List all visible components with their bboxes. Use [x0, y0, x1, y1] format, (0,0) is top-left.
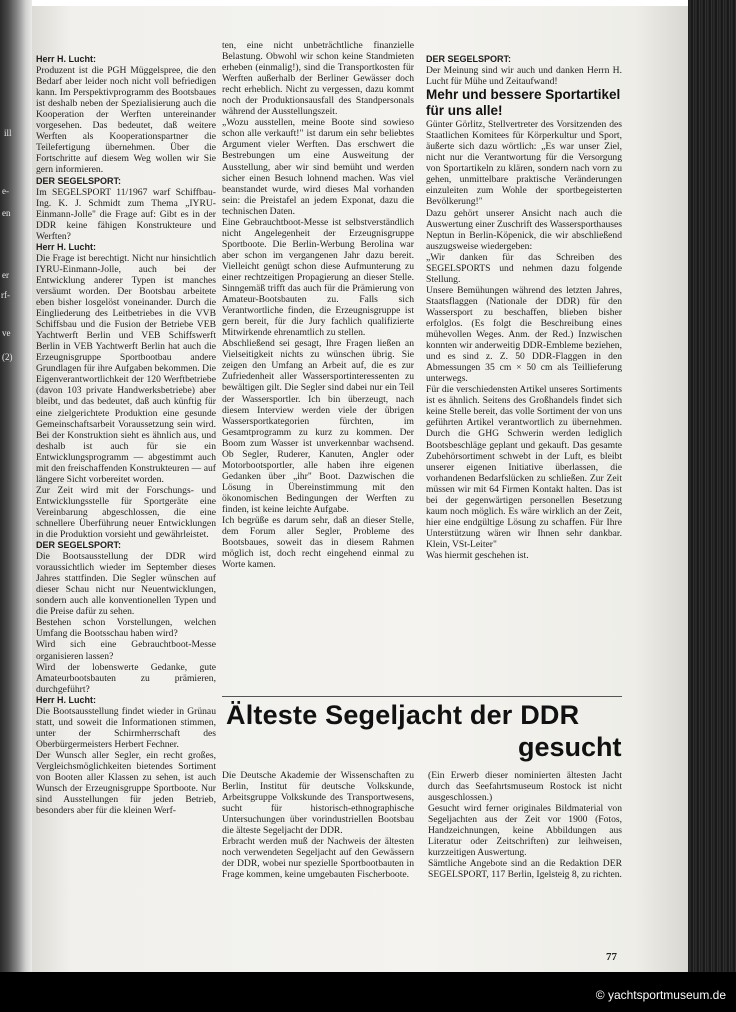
- speaker-label: DER SEGELSPORT:: [36, 175, 122, 186]
- speaker-label: Herr H. Lucht:: [36, 54, 97, 64]
- section-divider: [222, 696, 622, 697]
- yacht-search-column-1: [222, 770, 414, 880]
- paragraph: Was hiermit geschehen ist.: [426, 549, 529, 561]
- book-edge: [688, 0, 736, 972]
- paragraph: Dazu gehört unserer Ansicht nach auch die Auswertung einer Zuschrift des Wassersporthauses Neptun in Berlin-Köpenick, die wir abschließend auszugsweise wiedergeben:: [426, 207, 622, 252]
- paragraph: Wird sich eine Gebrauchtboot-Messe organisieren lassen?: [36, 639, 216, 662]
- paragraph: ten, eine nicht unbeträchtliche finanzielle Belastung. Obwohl wir schon keine Standmieten erheben (einmalig!), sind die Transportkosten für Werften außerhalb der Berliner Gewässer doch recht erheblich. Nicht zu vergessen, dazu kommt noch der Produktionsausfall des Standpersonals während der Ausstellungszeit.: [222, 40, 414, 118]
- paragraph: Günter Görlitz, Stellvertreter des Vorsitzenden des Staatlichen Komitees für Körperkultur und Sport, äußerte sich dazu wörtlich: „Es war unser Ziel, nicht nur die Verantwortung für die Versorgung von Sportartikeln zu klären, sondern nach vorn zu gehen, unmittelbare praktische Veränderungen einzuleiten zum Wohle der sportbegeisterten Bevölkerung!": [426, 119, 622, 208]
- paragraph: Der Meinung sind wir auch und danken Herrn H. Lucht für Mühe und Zeitaufwand!: [426, 65, 622, 88]
- margin-fragment: en: [2, 208, 11, 218]
- paragraph: Produzent ist die PGH Müggelspree, die den Bedarf aber leider noch nicht voll befriedigen kann. Im Perspektivprogramm des Bootsbaues ist deshalb neben der Spezialisierung auch die Kooperation der Werften untereinander vorgesehen. Das bedeutet, daß weitere Werften als Kooperationspartner die Teilefertigung übernehmen. Über die Fortschritte auf diesem Weg wollen wir Sie gern informieren.: [36, 65, 216, 176]
- margin-fragment: (2): [2, 352, 13, 362]
- paragraph: Bestehen schon Vorstellungen, welchen Umfang die Bootsschau haben wird?: [36, 617, 216, 640]
- paragraph: Unsere Bemühungen während des letzten Jahres, Staatsflaggen (Nationale der DDR) für den Wassersport zu beschaffen, blieben bisher erfolglos. (Es folgt die Beschreibung eines mühevollen Weges. Anm. der Red.) Inzwischen konnten wir anderweitig DDR-Embleme beziehen, und es sind z. Z. 50 DDR-Flaggen in den Abmessungen 35 cm × 50 cm als Teillieferung unterwegs.: [426, 284, 622, 385]
- article-column-3: [426, 54, 622, 561]
- paragraph: Zur Zeit wird mit der Forschungs- und Entwicklungsstelle für Sportgeräte eine Vereinbarung abgeschlossen, die eine schnellere Überführung neuer Entwicklungen in die Produktion vorsieht und gewährleistet.: [36, 484, 216, 541]
- paragraph: Sämtliche Angebote sind an die Redaktion DER SEGELSPORT, 117 Berlin, Igelsteig 8, zu richten.: [428, 858, 622, 881]
- paragraph: Der Wunsch aller Segler, ein recht großes, Vergleichsmöglichkeiten bietendes Sortiment von Booten aller Klassen zu sehen, ist auch Wunsch der Erzeugnisgruppe Sportboote. Nur sind Ausstellungen für jeden Betrieb, besonders aber für die kleinen Werf-: [36, 749, 216, 817]
- interview-column-1: [36, 54, 216, 816]
- paragraph: „Wir danken für das Schreiben des SEGELSPORTS und nehmen dazu folgende Stellung.: [426, 251, 622, 285]
- paragraph: „Wozu ausstellen, meine Boote sind sowieso schon alle verkauft!" ist darum ein sehr beliebtes Argument vieler Werften. Das erschwert die Bestrebungen um eine Ausweitung der Ausstellung, aber wir sind bemüht und werden sicher einen Besuch lohnend machen. Was viel beanstandet wurde, wird dieses Mal vorhanden sein: die Preistafel an jedem Exponat, dazu die technischen Daten.: [222, 117, 414, 217]
- article-headline-line-2: gesucht: [518, 732, 622, 762]
- paragraph: Die Bootsausstellung findet wieder in Grünau statt, und soweit die Informationen stimmen, unter der Schirmherrschaft des Oberbürgermeisters Herbert Fechner.: [36, 705, 216, 750]
- yacht-search-column-2: [428, 770, 622, 880]
- speaker-label: DER SEGELSPORT:: [426, 54, 512, 64]
- speaker-label: DER SEGELSPORT:: [36, 540, 122, 551]
- paragraph: Abschließend sei gesagt, Ihre Fragen ließen an Vielseitigkeit nichts zu wünschen übrig. Sie zeigen den Umfang an Arbeit auf, die es zur Zufriedenheit aller Wassersportinteressenten zu bewältigen gilt. Die Segler sind dabei nur ein Teil der Wassersportler. Ich bin überzeugt, nach diesem Interview werden viele der übrigen Wassersportkategorien fürchten, im Gesamtprogramm zu kurz zu kommen. Der Boom zum Wasser ist unverkennbar wachsend. Ob Segler, Ruderer, Kanuten, Angler oder Motorbootsportler, alle haben ihre eigenen Gedanken über „ihr" Boot. Dazwischen die Lösung in Übereinstimmung mit den ökonomischen Bedingungen der Werften zu finden, ist keine leichte Aufgabe.: [222, 338, 414, 515]
- left-page-fold: [0, 0, 32, 972]
- margin-fragment: rf-: [1, 290, 10, 300]
- page-number: 77: [606, 951, 617, 963]
- article-headline-line-1: Älteste Segeljacht der DDR: [226, 700, 580, 730]
- watermark: © yachtsportmuseum.de: [595, 988, 726, 1002]
- paragraph: Für die verschiedensten Artikel unseres Sortiments ist es ähnlich. Seitens des Großhandels findet sich keine Stelle bereit, das volle Sortiment der von uns geführten Artikel verantwortlich zu übernehmen. Durch die GHG Schwerin werden lediglich Bootsbeschläge geplant und gekauft. Das gesamte Zubehörsortiment schwebt in der Luft, es bleibt unserer eigenen Initiative überlassen, die vorhandenen Bedarfslücken zu schließen. Zur Zeit müssen wir mit 64 Firmen Kontakt halten. Das ist bei der gegenwärtigen personellen Besetzung kaum noch möglich. Es wäre wirklich an der Zeit, hier eine endgültige Lösung zu schaffen. Für Ihre Unterstützung wären wir Ihnen sehr dankbar. Klein, VSt-Leiter": [426, 384, 622, 550]
- magazine-page: [32, 6, 688, 972]
- paragraph: Im SEGELSPORT 11/1967 warf Schiffbau-Ing. K. J. Schmidt zum Thema „IYRU-Einmann-Jolle" die Frage auf: Gibt es in der DDR keine fähigen Konstrukteure und Werften?: [36, 186, 216, 242]
- paragraph: (Ein Erwerb dieser nominierten ältesten Jacht durch das Seefahrtsmuseum Rostock ist nicht ausgeschlossen.): [428, 770, 622, 804]
- speaker-label: Herr H. Lucht:: [36, 241, 97, 252]
- speaker-label: Herr H. Lucht:: [36, 694, 97, 705]
- paragraph: Wird der lobenswerte Gedanke, gute Amateurbootsbauten zu prämieren, durchgeführt?: [36, 661, 216, 695]
- interview-column-2: [222, 40, 414, 570]
- margin-fragment: ve: [2, 328, 11, 338]
- section-subheading: Mehr und bessere Sportartikel für uns alle!: [426, 87, 621, 119]
- paragraph: Eine Gebrauchtboot-Messe ist selbstverständlich nicht Angelegenheit der Erzeugnisgruppe Sportboote. Die Berlin-Werbung Berolina war aber schon im vergangenen Jahr dazu bereit. Vielleicht genügt schon diese Aufmunterung zu einer rechtzeitigen Propagierung an dieser Stelle. Sinngemäß trifft das auch für die Prämierung von Amateur-Bootsbauten zu. Falls sich Verantwortliche finden, die Erzeugnisgruppe ist gern bereit, für die Jury fachlich qualifizierte Mitwirkende ehrenamtlich zu stellen.: [222, 216, 414, 339]
- margin-fragment: e-: [2, 186, 9, 196]
- paragraph: Erbracht werden muß der Nachweis der ältesten noch verwendeten Segeljacht auf den Gewässern der DDR, wobei nur spezielle Sportbootbauten in Frage kommen, keine umgebauten Fischerboote.: [222, 836, 414, 881]
- paragraph: Ich begrüße es darum sehr, daß an dieser Stelle, dem Forum aller Segler, Probleme des Bootsbaues, soweit das in diesem Rahmen möglich ist, doch recht eingehend einmal zu Worte kamen.: [222, 515, 414, 571]
- margin-fragment: er: [2, 270, 9, 280]
- paragraph: Gesucht wird ferner originales Bildmaterial von Segeljachten aus der Zeit vor 1900 (Fotos, Handzeichnungen, keine Abbildungen aus Literatur oder Zeitschriften) zur leihweisen, kurzzeitigen Auswertung.: [428, 803, 622, 859]
- paragraph: Die Frage ist berechtigt. Nicht nur hinsichtlich IYRU-Einmann-Jolle, auch bei der Entwicklung anderer Typen ist manches versäumt worden. Der Bootsbau arbeitete eben bisher losgelöst voneinander. Durch die Eingliederung des Leitbetriebes in die VVB Schiffsbau und die Fusion der Betriebe VEB Yachtwerft Berlin und VEB Schiffswerft Berlin in VEB Yachtwerft Berlin hat auch die Erzeugnisgruppe Sportbootbau andere Grundlagen für ihre Aufgaben bekommen. Die Eigenverantwortlichkeit der 120 Werftbetriebe (davon 103 private Handwerksbetriebe) aber bleibt, und das bedeutet, daß auch künftig für eine zielgerichtete Produktion eine gesunde Gemeinschaftsarbeit Voraussetzung sein wird. Bei der Konstruktion sieht es ähnlich aus, und deshalb ist auch für sie ein Entwicklungsprogramm — abgestimmt auch mit den freischaffenden Konstrukteuren — auf längere Sicht vorbereitet worden.: [36, 252, 216, 485]
- paragraph: Die Deutsche Akademie der Wissenschaften zu Berlin, Institut für deutsche Volkskunde, Arbeitsgruppe Volkskunde des Transportwesens, sucht für historisch-ethnographische Untersuchungen über vorindustriellen Bootsbau die älteste Segeljacht der DDR.: [222, 770, 414, 837]
- margin-fragment: ill: [4, 128, 12, 138]
- paragraph: Die Bootsausstellung der DDR wird voraussichtlich wieder im September dieses Jahres stattfinden. Die Segler wünschen auf dieser Schau nicht nur Neuentwicklungen, sondern auch alle konventionellen Typen und die Preise dafür zu sehen.: [36, 551, 216, 618]
